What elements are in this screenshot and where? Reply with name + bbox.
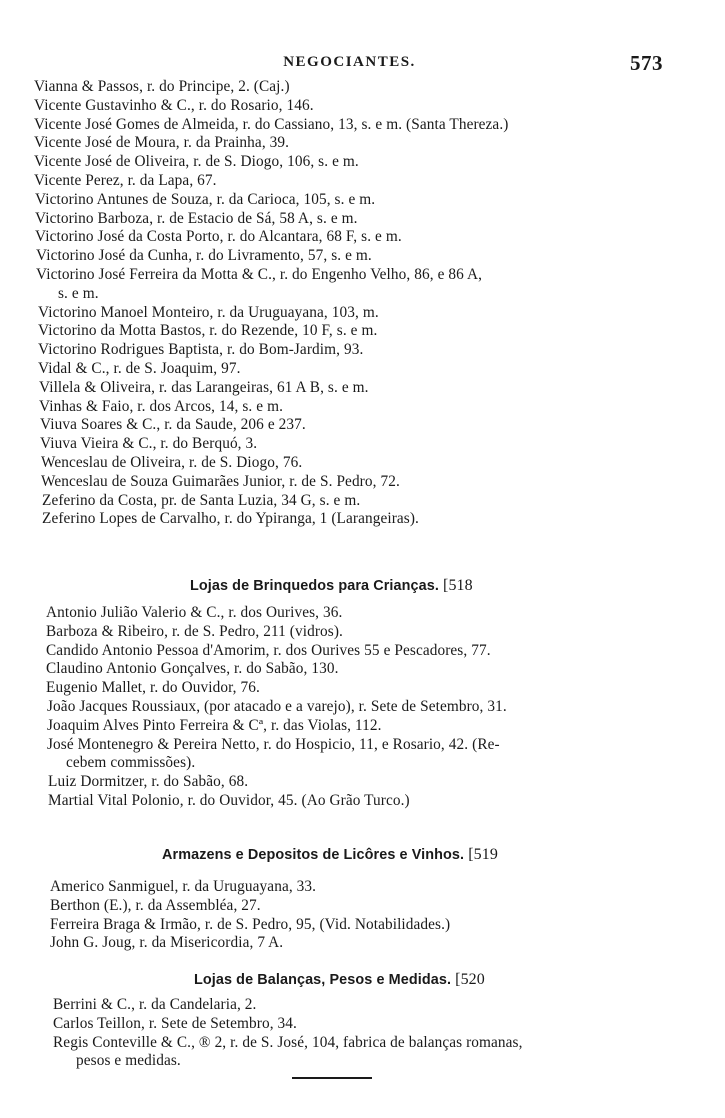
list-item: Villela & Oliveira, r. das Larangeiras, 61 A B, s. e m.: [39, 378, 369, 396]
list-item: Victorino José Ferreira da Motta & C., r. do Engenho Velho, 86, e 86 A,: [36, 265, 483, 283]
list-item: Victorino José da Costa Porto, r. do Alcantara, 68 F, s. e m.: [35, 228, 402, 246]
list-item: Vicente José de Moura, r. da Prainha, 39.: [34, 134, 290, 152]
list-item: Vicente José de Oliveira, r. de S. Diogo, 106, s. e m.: [34, 153, 359, 171]
section-title: Armazens e Depositos de Licôres e Vinhos.: [162, 847, 465, 863]
section-heading-brinquedos: [0, 577, 725, 595]
list-item-continuation: cebem commissões).: [66, 754, 196, 772]
running-title: NEGOCIANTES.: [283, 54, 416, 70]
list-item: Victorino Barboza, r. de Estacio de Sá, 58 A, s. e m.: [35, 209, 358, 227]
list-item: Joaquim Alves Pinto Ferreira & Cª, r. das Violas, 112.: [47, 716, 382, 734]
list-item: Vianna & Passos, r. do Principe, 2. (Caj.): [34, 78, 290, 95]
list-item: Wenceslau de Souza Guimarães Junior, r. de S. Pedro, 72.: [41, 472, 400, 490]
section-ref: [519: [468, 846, 498, 863]
list-item: Vinhas & Faio, r. dos Arcos, 14, s. e m.: [39, 397, 283, 415]
list-item: Vicente Gustavinho & C., r. do Rosario, 146.: [34, 96, 314, 114]
list-item: Americo Sanmiguel, r. da Uruguayana, 33.: [50, 878, 317, 895]
list-item-continuation: pesos e medidas.: [76, 1052, 181, 1070]
list-item: Vidal & C., r. de S. Joaquim, 97.: [38, 359, 241, 377]
list-item: Victorino Antunes de Souza, r. da Carioca, 105, s. e m.: [35, 190, 376, 208]
section-ref: [518: [443, 577, 473, 594]
section-title: Lojas de Balanças, Pesos e Medidas.: [194, 972, 452, 988]
list-item: Vicente Perez, r. da Lapa, 67.: [34, 171, 217, 189]
list-item: Claudino Antonio Gonçalves, r. do Sabão, 130.: [46, 660, 339, 678]
list-item: Victorino da Motta Bastos, r. do Rezende, 10 F, s. e m.: [38, 322, 378, 340]
list-item: John G. Joug, r. da Misericordia, 7 A.: [50, 934, 284, 952]
section-ref: [520: [455, 971, 485, 988]
balancas-list: [0, 996, 725, 1071]
list-item: Ferreira Braga & Irmão, r. de S. Pedro, 95, (Vid. Notabilidades.): [50, 915, 451, 933]
list-item-continuation: s. e m.: [58, 284, 99, 302]
page-number: 573: [630, 51, 663, 75]
list-item: João Jacques Roussiaux, (por atacado e a varejo), r. Sete de Setembro, 31.: [47, 697, 507, 715]
list-item: Antonio Julião Valerio & C., r. dos Ourives, 36.: [46, 604, 343, 621]
list-item: Berthon (E.), r. da Assembléa, 27.: [50, 896, 261, 914]
list-item: Zeferino Lopes de Carvalho, r. do Ypiranga, 1 (Larangeiras).: [42, 510, 419, 528]
section-title: Lojas de Brinquedos para Crianças.: [190, 578, 439, 594]
brinquedos-list: [0, 604, 725, 811]
list-item: Candido Antonio Pessoa d'Amorim, r. dos Ourives 55 e Pescadores, 77.: [46, 641, 491, 659]
list-item: Zeferino da Costa, pr. de Santa Luzia, 34 G, s. e m.: [42, 491, 361, 509]
list-item: Regis Conteville & C., ® 2, r. de S. José, 104, fabrica de balanças romanas,: [53, 1033, 523, 1051]
section-heading-balancas: [0, 971, 725, 989]
section-heading-armazens: [0, 846, 725, 864]
list-item: Viuva Soares & C., r. da Saude, 206 e 237.: [40, 416, 306, 434]
section-divider: [292, 1077, 372, 1079]
list-item: Eugenio Mallet, r. do Ouvidor, 76.: [46, 679, 260, 697]
list-item: Victorino Manoel Monteiro, r. da Uruguayana, 103, m.: [38, 303, 379, 321]
list-item: Berrini & C., r. da Candelaria, 2.: [53, 996, 257, 1013]
list-item: José Montenegro & Pereira Netto, r. do Hospicio, 11, e Rosario, 42. (Re-: [47, 735, 500, 753]
list-item: Victorino Rodrigues Baptista, r. do Bom-Jardim, 93.: [38, 341, 364, 359]
list-item: Carlos Teillon, r. Sete de Setembro, 34.: [53, 1014, 297, 1032]
list-item: Barboza & Ribeiro, r. de S. Pedro, 211 (vidros).: [46, 622, 343, 640]
list-item: Wenceslau de Oliveira, r. de S. Diogo, 76.: [41, 453, 303, 471]
list-item: Victorino José da Cunha, r. do Livramento, 57, s. e m.: [36, 247, 372, 265]
list-item: Martial Vital Polonio, r. do Ouvidor, 45. (Ao Grão Turco.): [48, 791, 410, 809]
page-header: [36, 52, 663, 74]
list-item: Viuva Vieira & C., r. do Berquó, 3.: [40, 435, 258, 453]
list-item: Vicente José Gomes de Almeida, r. do Cassiano, 13, s. e m. (Santa Thereza.): [34, 115, 509, 133]
negociantes-list: [0, 78, 725, 529]
list-item: Luiz Dormitzer, r. do Sabão, 68.: [48, 773, 249, 791]
armazens-list: [0, 878, 725, 953]
